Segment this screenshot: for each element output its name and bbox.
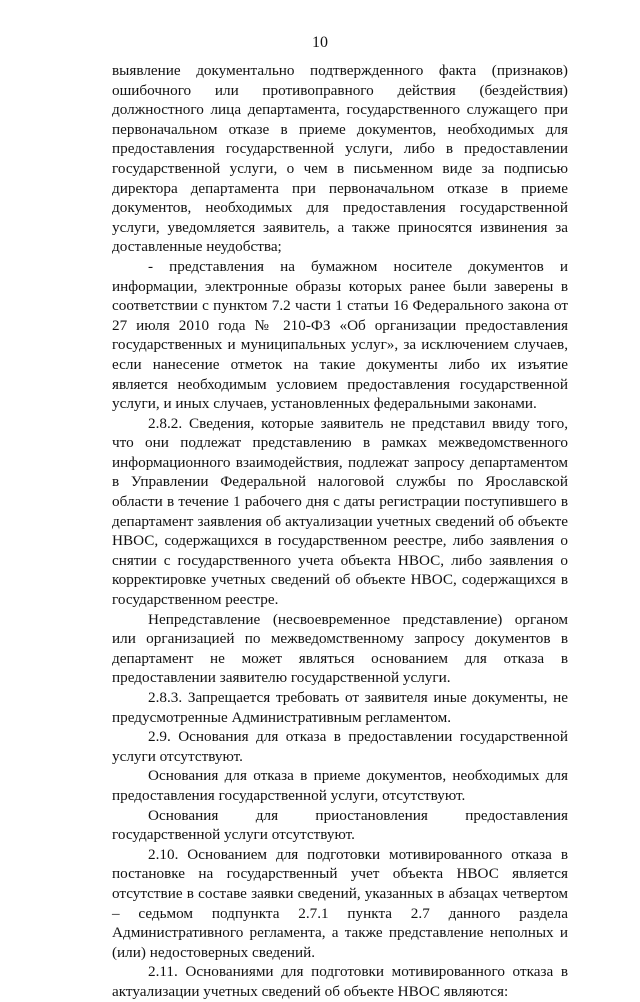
page-number: 10 bbox=[312, 34, 328, 51]
paragraph-2-8-2: 2.8.2. Сведения, которые заявитель не представил ввиду того, что они подлежат представлению в рамках межведомственного информационного взаимодействия, подлежат запросу департаментом в Управлении Федеральной налоговой службы по Ярославской области в течение 1 рабочего дня с даты регистрации поступившего в департамент заявления об актуализации учетных сведений об объекте НВОС, содержащихся в государственном реестре, либо заявления о снятии с государственного учета объекта НВОС, либо заявления о корректировке учетных сведений об объекте НВОС, содержащихся в государственном реестре. bbox=[112, 414, 568, 609]
paragraph-2-11: 2.11. Основаниями для подготовки мотивированного отказа в актуализации учетных сведений об объекте НВОС являются: bbox=[112, 963, 568, 1000]
paragraph-paper-documents: - представления на бумажном носителе документов и информации, электронные образы которых ранее были заверены в соответствии с пунктом 7.2 части 1 статьи 16 Федерального закона от 27 июля 2010 года № 210-ФЗ «Об организации предоставления государственных и муниципальных услуг», за исключением случаев, если нанесение отметок на такие документы либо их изъятие является необходимым условием предоставления государственной услуги, и иных случаев, установленных федеральными законами. bbox=[112, 257, 568, 413]
paragraph-2-10: 2.10. Основанием для подготовки мотивированного отказа в постановке на государственный учет объекта НВОС является отсутствие в составе заявки сведений, указанных в абзацах четвертом – седьмом подпункта 2.7.1 пункта 2.7 данного раздела Административного регламента, а также представление неполных и (или) недостоверных сведений. bbox=[112, 845, 568, 961]
paragraph-suspension: Основания для приостановления предоставления государственной услуги отсутствуют. bbox=[112, 806, 568, 844]
paragraph-non-submission: Непредставление (несвоевременное представление) органом или организацией по межведомственному запросу документов в департамент не может являться основанием для отказа в предоставлении заявителю государственной услуги. bbox=[112, 610, 568, 687]
paragraph-2-8-3: 2.8.3. Запрещается требовать от заявителя иные документы, не предусмотренные Административным регламентом. bbox=[112, 689, 568, 726]
paragraph-2-9: 2.9. Основания для отказа в предоставлении государственной услуги отсутствуют. bbox=[112, 728, 568, 765]
paragraph-error-detection: выявление документально подтвержденного факта (признаков) ошибочного или противоправного действия (бездействия) должностного лица департамента, государственного служащего при первоначальном отказе в приеме документов, необходимых для предоставления государственной услуги, либо в предоставлении государственной услуги, о чем в письменном виде за подписью директора департамента при первоначальном отказе в приеме документов, необходимых для предоставления государственной услуги, уведомляется заявитель, а также приносятся извинения за доставленные неудобства; bbox=[112, 62, 568, 256]
document-body bbox=[112, 61, 568, 1002]
paragraph-refusal-reception: Основания для отказа в приеме документов, необходимых для предоставления государственной услуги, отсутствуют. bbox=[112, 767, 568, 804]
